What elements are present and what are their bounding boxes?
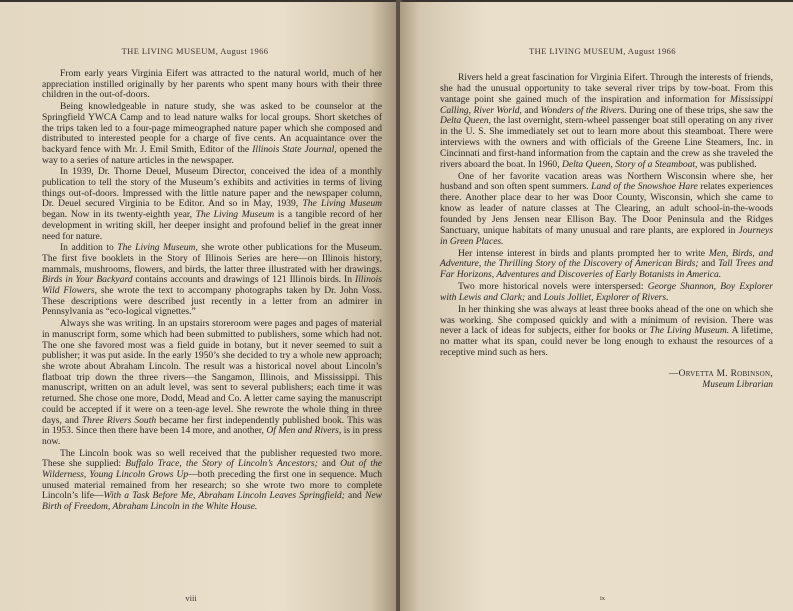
italic-title: Land of the Snowshoe Hare bbox=[591, 181, 698, 193]
italic-title: Delta Queen, Story of a Steamboat, bbox=[561, 158, 698, 170]
italic-title: The Living Museum bbox=[302, 198, 383, 210]
italic-title: Birds in Your Backyard bbox=[42, 274, 133, 286]
italic-title: Mississippi Calling, River World, bbox=[440, 93, 773, 116]
italic-title: Delta Queen, bbox=[440, 115, 492, 127]
italic-title: Journeys in Green Places. bbox=[440, 224, 773, 247]
italic-title: Tall Trees and Far Horizons, Adventures and Discoveries of Early Botanists in America. bbox=[440, 258, 773, 281]
left-page-body bbox=[42, 69, 382, 513]
paragraph: Being knowledgeable in nature study, she was asked to be counselor at the Springfield YWCA Camp and to lead nature walks for local groups. Short sketches of the trips taken led to a four-page mimeographed nature paper which she composed and distributed to interested people for a charge of five cents. An acquaintance over the backyard fence with Mr. J. Emil Smith, Editor of the Illinois State Journal, opened the way to a series of nature articles in the newspaper. bbox=[42, 101, 382, 166]
italic-title: The Living Museum. bbox=[649, 325, 730, 337]
italic-title: Illinois State Journal, bbox=[252, 143, 337, 155]
signature-block bbox=[440, 369, 773, 391]
italic-title: The Living Museum, bbox=[117, 242, 198, 254]
paragraph: Always she was writing. In an upstairs storeroom were pages and pages of material in manuscript form, some which had been submitted to publishers, some which had not. The one she favored most was a field guide in botany, but it never seemed to suit a publisher; it was put aside. In the early 1950’s she decided to try a whole new approach; she wrote about Abraham Lincoln. The result was a historical novel about Lincoln’s flatboat trip down the three rivers—the Sangamon, Illinois, and Mississippi. This manuscript, written on an adult level, was sent to several publishers; each time it was returned. She chose one more, Dodd, Mead and Co. A letter came saying the manuscript could be accepted if it were on a teen-age level. She rewrote the whole thing in three days, and Three Rivers South became her first independently published book. This was in 1953. Since then there have been 14 more, and another, Of Men and Rivers, is in press now. bbox=[42, 318, 382, 447]
paragraph: Two more historical novels were interspersed: George Shannon, Boy Explorer with Lewis and Clark; and Louis Jolliet, Explorer of Rivers. bbox=[440, 281, 773, 303]
paragraph: In addition to The Living Museum, she wrote other publications for the Museum. The first five booklets in the Story of Illinois Series are here—on Illinois history, mammals, mushrooms, flowers, and birds, the latter three illustrated with her drawings. Birds in Your Backyard contains accounts and drawings of 121 Illinois birds. In Illinois Wild Flowers, she wrote the text to accompany photographs taken by Dr. John Voss. These descriptions were described just recently in a letter from an admirer in Pennsylvania as “eco-logical vignettes.” bbox=[42, 242, 383, 318]
italic-title: Men, Birds, and Adventure, the Thrilling Story of the Discovery of American Birds; bbox=[440, 247, 773, 270]
right-page-body bbox=[440, 73, 773, 391]
italic-title: Wonders of the Rivers. bbox=[540, 104, 627, 116]
paragraph: In 1939, Dr. Thorne Deuel, Museum Director, conceived the idea of a monthly publication to tell the story of the Museum’s exhibits and activities in terms of living things out-of-doors. Impressed with the little nature paper and the newspaper column, Dr. Deuel secured Virginia to be Editor. And so in May, 1939, The Living Museum began. Now in its twenty-eighth year, The Living Museum is a tangible record of her development in writing skill, her deeper insight and profound belief in the great inner need for nature. bbox=[42, 166, 383, 242]
italic-title: With a Task Before Me, Abraham Lincoln Leaves Springfield; bbox=[103, 490, 345, 502]
paragraph: The Lincoln book was so well received that the publisher requested two more. These she supplied: Buffalo Trace, the Story of Lincoln’s Ancestors; and Out of the Wilderness, Young Lincoln Grows Up—both preceding the first one in sequence. Much unused material remained from her research; so she wrote two more to complete Lincoln’s life—With a Task Before Me, Abraham Lincoln Leaves Springfield; and New Birth of Freedom, Abraham Lincoln in the White House. bbox=[42, 447, 383, 513]
paragraph: One of her favorite vacation areas was Northern Wisconsin where she, her husband and son often spent summers. Land of the Snowshoe Hare relates experiences there. Another place dear to her was Door County, Wisconsin, which she came to know as leader of nature classes at The Clearing, an adult school-in-the-woods founded by Jens Jensen near Ellison Bay. The Door Peninsula and the Ridges Sanctuary, unique habitats of many unusual and rare plants, are explored in Journeys in Green Places. bbox=[440, 170, 773, 247]
italic-title: Out of the Wilderness, Young Lincoln Grows Up bbox=[42, 458, 382, 481]
signature-title-text: Museum Librarian bbox=[702, 379, 773, 390]
right-running-header: THE LIVING MUSEUM, August 1966 bbox=[529, 46, 676, 56]
italic-title: Illinois Wild Flowers, bbox=[42, 274, 383, 297]
left-running-header: THE LIVING MUSEUM, August 1966 bbox=[121, 46, 269, 56]
italic-title: The Living Museum bbox=[195, 209, 275, 221]
italic-title: George Shannon, Boy Explorer with Lewis and Clark; bbox=[440, 281, 773, 303]
signature-name: —Orvetta M. Robinson, bbox=[668, 368, 773, 379]
right-page bbox=[400, 2, 793, 611]
signature-title bbox=[440, 380, 773, 391]
italic-title: Buffalo Trace, the Story of Lincoln’s Ancestors; bbox=[125, 458, 318, 470]
italic-title: Of Men and Rivers, bbox=[266, 425, 342, 437]
left-page-number: viii bbox=[185, 593, 197, 603]
paragraph: Rivers held a great fascination for Virginia Eifert. Through the interests of friends, she had the unusual opportunity to take several river trips by tow-boat. From this vantage point she gained much of the inspiration and information for Mississippi Calling, River World, and Wonders of the Rivers. During one of these trips, she saw the Delta Queen, the last overnight, stern-wheel passenger boat still operating on any river in the U. S. She immediately set out to learn more about this steamboat. There were interviews with the owners and with officials of the Greene Line Steamers, Inc. in Cincinnati and first-hand information from the captain and the crew as she traveled the rivers aboard the boat. In 1960, Delta Queen, Story of a Steamboat, was published. bbox=[440, 72, 774, 170]
paragraph: From early years Virginia Eifert was attracted to the natural world, much of her appreciation instilled originally by her parents who spent many hours with their three children in the out-of-doors. bbox=[42, 68, 382, 101]
italic-title: Three Rivers South bbox=[81, 414, 157, 426]
paragraph: In her thinking she was always at least three books ahead of the one on which she was working. She composed quickly and with a minimum of revision. There was never a lack of ideas for subjects, either for books or The Living Museum. A lifetime, no matter what its span, could never be long enough to exhaust the resources of a receptive mind such as hers. bbox=[440, 303, 773, 359]
left-page bbox=[0, 2, 398, 611]
italic-title: New Birth of Freedom, Abraham Lincoln in the White House. bbox=[42, 490, 382, 513]
paragraph: Her intense interest in birds and plants prompted her to write Men, Birds, and Adventure, the Thrilling Story of the Discovery of American Birds; and Tall Trees and Far Horizons, Adventures and Discoveries of Early Botanists in America. bbox=[440, 247, 773, 281]
italic-title: Louis Jolliet, Explorer of Rivers. bbox=[543, 291, 669, 303]
right-page-number: ix bbox=[599, 595, 606, 602]
